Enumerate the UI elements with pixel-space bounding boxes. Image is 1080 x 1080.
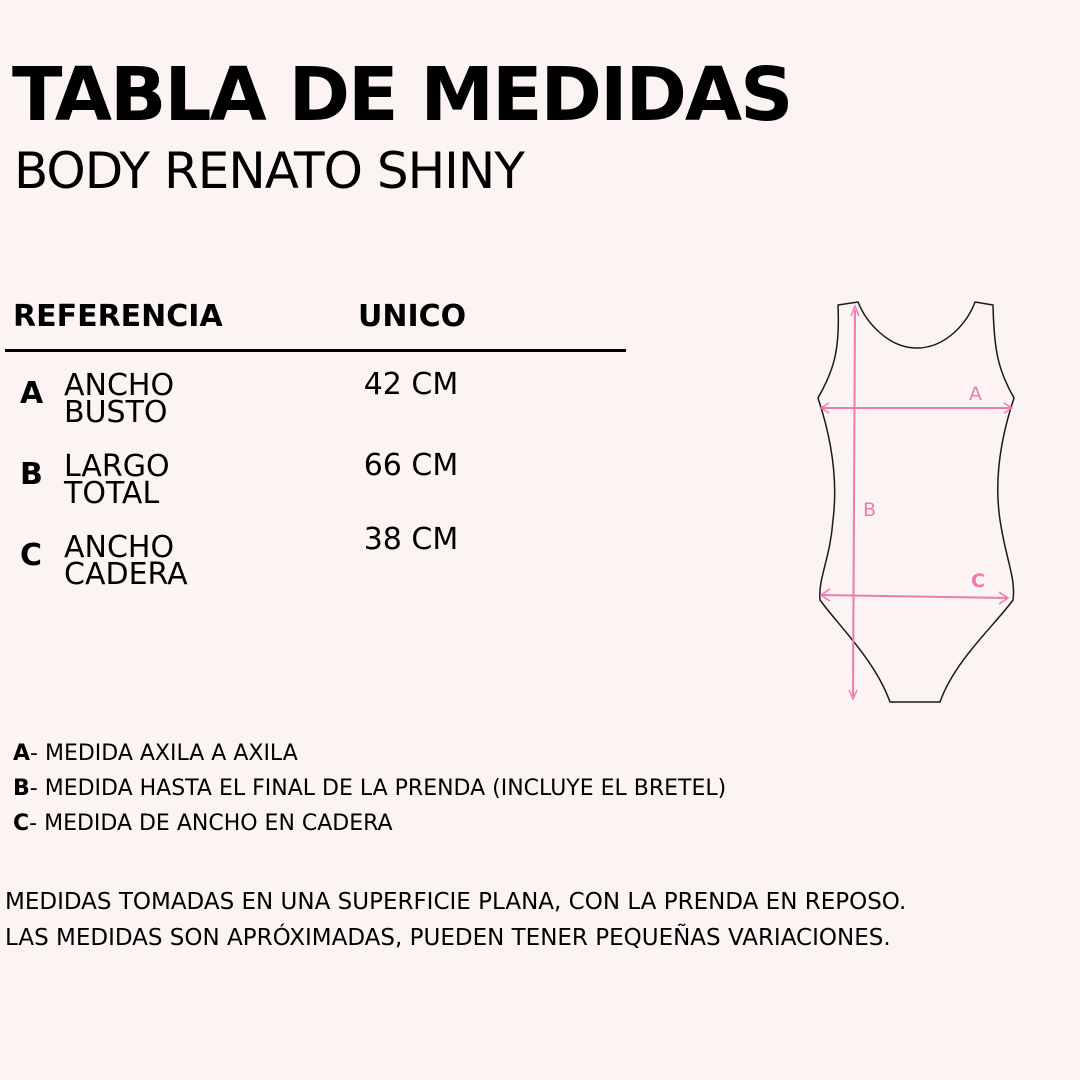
row-label-c-line2: CADERA [64,557,188,592]
measure-c-line [821,595,1008,598]
footer-line-1: MEDIDAS TOMADAS EN UNA SUPERFICIE PLANA, CON LA PRENDA EN REPOSO. [5,889,907,915]
column-header-size: UNICO [358,299,467,334]
measure-c-label: C [971,570,985,592]
page-title: TABLA DE MEDIDAS [12,52,792,138]
note-c-text: - MEDIDA DE ANCHO EN CADERA [29,811,393,836]
note-b [13,778,726,800]
row-label-b [64,449,264,511]
row-label-a-line1: ANCHO [64,368,175,403]
measure-b-label: B [863,499,877,521]
note-c-letter: C [13,811,30,836]
footer-line-2: LAS MEDIDAS SON APRÓXIMADAS, PUEDEN TENER PEQUEÑAS VARIACIONES. [5,925,891,951]
bodysuit-outline [818,302,1014,702]
row-value-a: 42 CM [363,367,459,402]
page-subtitle: BODY RENATO SHINY [14,142,524,200]
row-label-c-line1: ANCHO [64,530,175,565]
row-label-a [64,368,264,430]
row-value-b: 66 CM [363,448,459,483]
row-label-b-line1: LARGO [64,449,170,484]
row-label-c [64,530,264,592]
bodysuit-diagram [800,290,1040,720]
row-letter-b: B [20,457,43,492]
note-b-letter: B [13,776,30,801]
note-a-text: - MEDIDA AXILA A AXILA [30,741,298,766]
row-value-c: 38 CM [363,522,459,557]
note-c [13,813,393,835]
row-label-b-line2: TOTAL [64,476,160,511]
measure-b-line [853,310,855,696]
measure-a-label: A [969,383,982,405]
note-a-letter: A [13,741,31,766]
row-letter-c: C [20,538,43,573]
table-divider [5,349,626,352]
row-letter-a: A [20,376,44,411]
row-label-a-line2: BUSTO [64,395,168,430]
note-a [13,743,298,765]
column-header-reference: REFERENCIA [13,299,223,334]
note-b-text: - MEDIDA HASTA EL FINAL DE LA PRENDA (INCLUYE EL BRETEL) [29,776,727,801]
